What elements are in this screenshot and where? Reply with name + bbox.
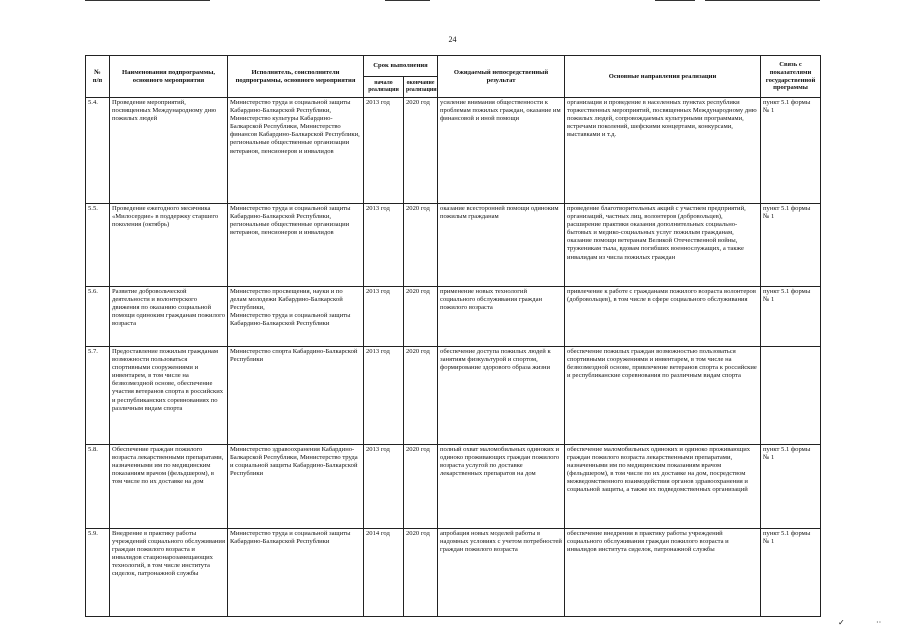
row-number: 5.7. — [86, 347, 110, 445]
row-executor: Министерство труда и социальной защиты Кабардино-Балкарской Республики, региональные общественные организации ветеранов, пенсионеров и инвалидов — [228, 204, 364, 287]
row-directions: привлечение к работе с гражданами пожилого возраста волонтеров (добровольцев), в том числе в сфере социального обслуживания — [565, 287, 761, 347]
header-link: Связь с показателями государственной программы — [761, 56, 821, 98]
row-end: 2020 год — [404, 347, 438, 445]
top-rule-mid — [385, 0, 430, 1]
header-end: окончание реализации — [404, 77, 438, 98]
top-rule-left — [85, 0, 210, 1]
row-result: полный охват маломобильных одиноких и одиноко проживающих граждан пожилого возраста услугой по доставке лекарственных препаратов на дом — [438, 445, 565, 529]
program-activities-table — [85, 55, 821, 617]
row-start: 2013 год — [364, 98, 404, 204]
row-start: 2013 год — [364, 347, 404, 445]
row-link: пункт 5.1 формы № 1 — [761, 204, 821, 287]
row-name: Предоставление пожилым гражданам возможности пользоваться спортивными сооружениями и инвентарем, в том числе на безвозмездной основе, обеспечение участия ветеранов спорта в российских и республиканских соревнованиях по различным видам спорта — [110, 347, 228, 445]
row-link: пункт 5.1 формы № 1 — [761, 445, 821, 529]
row-link — [761, 347, 821, 445]
row-name: Развитие добровольческой деятельности и волонтерского движения по оказанию социальной помощи одиноким гражданам пожилого возраста — [110, 287, 228, 347]
row-directions: обеспечение внедрения в практику работы учреждений социального обслуживания граждан пожилого возраста и инвалидов института сиделок, патронажной службы — [565, 529, 761, 617]
row-start: 2014 год — [364, 529, 404, 617]
row-name: Внедрение в практику работы учреждений социального обслуживания граждан пожилого возраста и инвалидов стационарозамещающих технологий, в том числе института сиделок, патронажной службы — [110, 529, 228, 617]
row-number: 5.5. — [86, 204, 110, 287]
row-start: 2013 год — [364, 287, 404, 347]
row-directions: обеспечение пожилых граждан возможностью пользоваться спортивными сооружениями и инвентарем, в том числе на безвозмездной основе, привлечение ветеранов спорта к российские и республиканские соревнования по различным видам спорта — [565, 347, 761, 445]
row-executor: Министерство труда и социальной защиты Кабардино-Балкарской Республики, Министерство культуры Кабардино-Балкарской Республики, Министерство финансов Кабардино-Балкарской Республики, региональные общественные организации ветеранов, пенсионеров и инвалидов — [228, 98, 364, 204]
top-rule-right-2 — [705, 0, 820, 1]
page-number: 24 — [448, 35, 457, 44]
row-end: 2020 год — [404, 98, 438, 204]
row-link: пункт 5.1 формы № 1 — [761, 98, 821, 204]
header-directions: Основные направления реализации — [565, 56, 761, 98]
table-row — [86, 347, 821, 445]
row-result: апробация новых моделей работы в надомных условиях с учетом потребностей граждан пожилого возраста — [438, 529, 565, 617]
header-start: начало реализации — [364, 77, 404, 98]
row-name: Обеспечение граждан пожилого возраста лекарственными препаратами, назначенными им по медицинским показаниям врачом (фельдшером), в том числе по их доставке на дом — [110, 445, 228, 529]
row-directions: проведение благотворительных акций с участием предприятий, организаций, частных лиц, волонтеров (добровольцев), расширение практики оказания дополнительных социально-бытовых и медико-социальных услуг пожилым гражданам, оказание помощи ветеранам Великой Отечественной войны, труженикам тыла, вдовам погибших военнослужащих, а также инвалидам из числа пожилых граждан — [565, 204, 761, 287]
top-rule-right-1 — [655, 0, 695, 1]
row-link: пункт 5.1 формы № 1 — [761, 529, 821, 617]
row-result: усиление внимания общественности к проблемам пожилых граждан, оказание им финансовой и иной помощи — [438, 98, 565, 204]
table-row — [86, 445, 821, 529]
table-row — [86, 204, 821, 287]
row-name: Проведение ежегодного месячника «Милосердие» в поддержку старшего поколения (октябрь) — [110, 204, 228, 287]
row-executor: Министерство просвещения, науки и по делам молодежи Кабардино-Балкарской Республики, Министерство труда и социальной защиты Кабардино-Балкарской Республики — [228, 287, 364, 347]
header-number: № п/п — [86, 56, 110, 98]
row-executor: Министерство труда и социальной защиты Кабардино-Балкарской Республики — [228, 529, 364, 617]
table-row — [86, 98, 821, 204]
row-executor: Министерство здравоохранения Кабардино-Балкарской Республики, Министерство труда и социальной защиты Кабардино-Балкарской Республики — [228, 445, 364, 529]
row-end: 2020 год — [404, 204, 438, 287]
header-name: Наименования подпрограммы, основного мероприятия — [110, 56, 228, 98]
row-start: 2013 год — [364, 445, 404, 529]
row-result: обеспечение доступа пожилых людей к занятиям физкультурой и спортом, формирование здорового образа жизни — [438, 347, 565, 445]
row-executor: Министерство спорта Кабардино-Балкарской Республики — [228, 347, 364, 445]
table-row — [86, 287, 821, 347]
row-number: 5.8. — [86, 445, 110, 529]
row-number: 5.4. — [86, 98, 110, 204]
table-row — [86, 529, 821, 617]
header-result: Ожидаемый непосредственный результат — [438, 56, 565, 98]
header-term: Срок выполнения — [364, 56, 438, 77]
header-executor: Исполнитель, соисполнители подпрограммы, основного мероприятия — [228, 56, 364, 98]
margin-mark-right: ·· — [876, 618, 882, 627]
row-number: 5.9. — [86, 529, 110, 617]
row-end: 2020 год — [404, 445, 438, 529]
margin-mark-left: ✓ — [838, 618, 845, 627]
row-start: 2013 год — [364, 204, 404, 287]
row-end: 2020 год — [404, 287, 438, 347]
row-directions: обеспечение маломобильных одиноких и одиноко проживающих граждан пожилого возраста лекарственными препаратами, назначенными им по медицинским показаниям врачом (фельдшером), в том числе по их доставке на дом, посредством межведомственного взаимодействия органов здравоохранения и социальной защиты, а также их подведомственных организаций — [565, 445, 761, 529]
row-result: оказание всесторонней помощи одиноким пожилым гражданам — [438, 204, 565, 287]
row-name: Проведение мероприятий, посвященных Международному дню пожилых людей — [110, 98, 228, 204]
row-directions: организация и проведение в населенных пунктах республики торжественных мероприятий, посвященных Международному дню пожилых людей, сопровождаемых культурными программами, встречами поколений, шефскими концертами, конкурсами, выставками и т.д. — [565, 98, 761, 204]
row-result: применение новых технологий социального обслуживания граждан пожилого возраста — [438, 287, 565, 347]
row-number: 5.6. — [86, 287, 110, 347]
row-link: пункт 5.1 формы № 1 — [761, 287, 821, 347]
row-end: 2020 год — [404, 529, 438, 617]
